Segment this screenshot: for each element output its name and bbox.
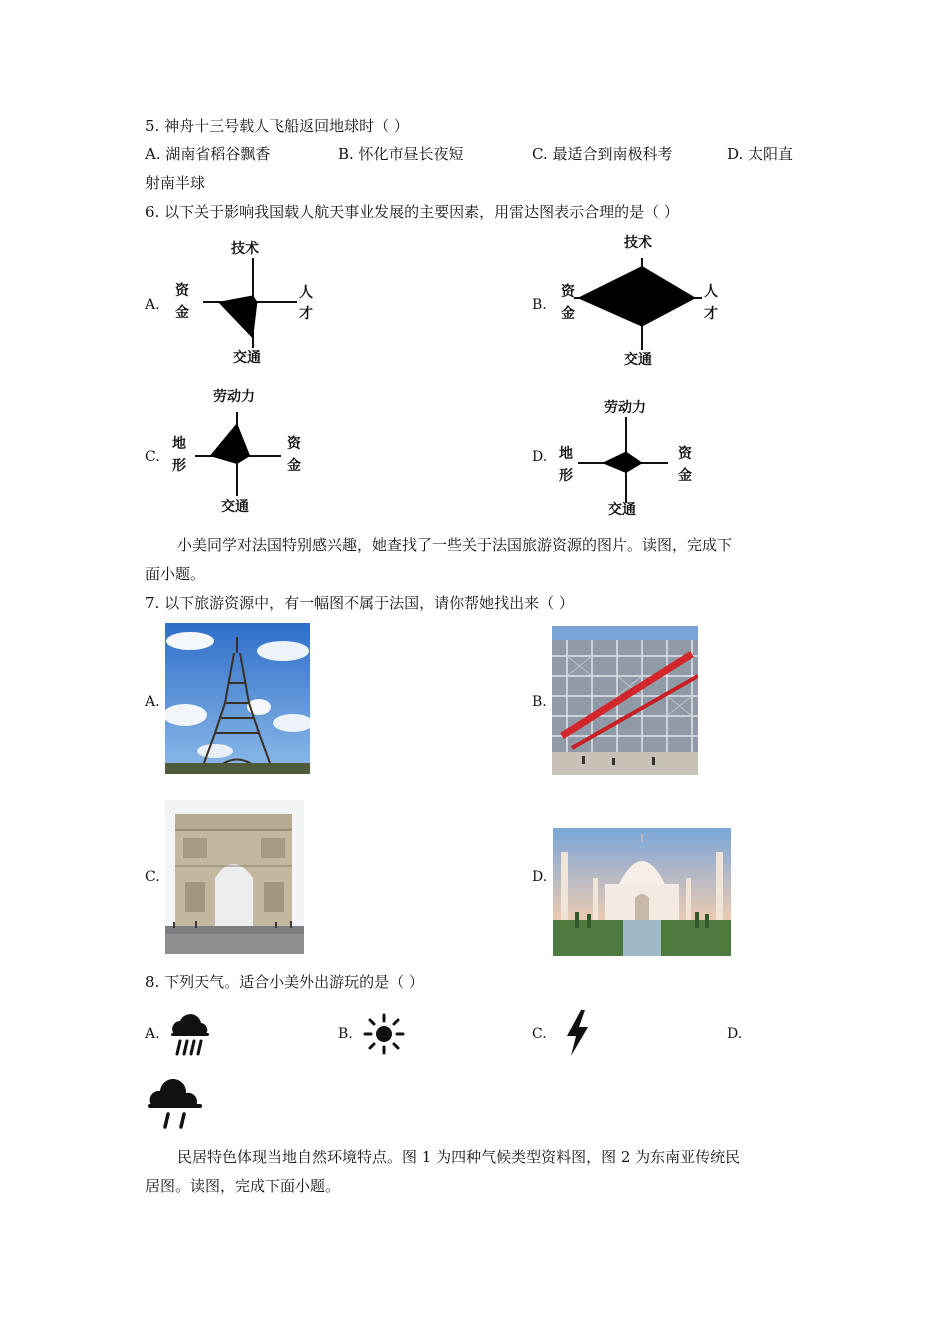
thunder-icon xyxy=(562,1009,592,1057)
intro-paragraph-1-line-2: 面小题。 xyxy=(145,565,206,583)
axis-left-label-1: 地 xyxy=(559,446,573,462)
arc-de-triomphe-photo xyxy=(165,800,304,954)
axis-top-label: 技术 xyxy=(624,235,652,251)
axis-right-label-1: 人 xyxy=(299,285,313,301)
q8-option-a-label: A. xyxy=(145,1026,160,1042)
radar-chart-c xyxy=(165,386,325,522)
radar-chart-a xyxy=(165,238,325,373)
radar-chart-b xyxy=(552,232,732,374)
axis-right-label-1: 资 xyxy=(678,446,692,462)
radar-shape xyxy=(602,452,643,474)
intro-paragraph-1-line-1: 小美同学对法国特别感兴趣，她查找了一些关于法国旅游资源的图片。读图，完成下 xyxy=(177,536,733,554)
axis-left-label-2: 形 xyxy=(559,468,573,484)
radar-chart-d xyxy=(552,397,712,523)
heavy-rain-icon xyxy=(166,1010,214,1058)
axis-left-label-1: 资 xyxy=(561,284,575,300)
axis-right-label-2: 才 xyxy=(704,306,718,322)
radar-shape xyxy=(210,423,251,464)
axis-right-label-1: 人 xyxy=(704,284,718,300)
axis-top-label: 劳动力 xyxy=(604,400,646,416)
q6-option-c-label: C. xyxy=(145,449,160,465)
intro-paragraph-2-line-2: 居图。读图，完成下面小题。 xyxy=(145,1177,341,1195)
q5-option-d: D. 太阳直 xyxy=(727,145,794,163)
q8-option-b-label: B. xyxy=(338,1026,353,1042)
eiffel-tower-photo xyxy=(165,623,310,774)
q7-option-b-label: B. xyxy=(532,694,547,710)
q5-option-a: A. 湖南省稻谷飘香 xyxy=(145,145,271,163)
axis-left-label-1: 资 xyxy=(175,283,189,299)
q6-option-a-label: A. xyxy=(145,297,160,313)
radar-shape xyxy=(218,295,257,338)
light-rain-icon xyxy=(146,1076,204,1130)
q5-option-c: C. 最适合到南极科考 xyxy=(532,145,673,163)
axis-bottom-label: 交通 xyxy=(624,352,652,368)
axis-bottom-label: 交通 xyxy=(221,499,249,515)
axis-right-label-1: 资 xyxy=(287,436,301,452)
radar-shape xyxy=(577,266,696,327)
q7-option-d-label: D. xyxy=(532,869,548,885)
q6-stem: 6. 以下关于影响我国载人航天事业发展的主要因素，用雷达图表示合理的是（ ） xyxy=(145,203,679,221)
axis-right-label-2: 才 xyxy=(299,306,313,322)
axis-right-label-2: 金 xyxy=(287,458,301,474)
taj-mahal-photo xyxy=(553,828,731,956)
intro-paragraph-2-line-1: 民居特色体现当地自然环境特点。图 1 为四种气候类型资料图，图 2 为东南亚传统民 xyxy=(177,1148,741,1166)
q8-option-c-label: C. xyxy=(532,1026,547,1042)
q5-option-d-continuation: 射南半球 xyxy=(145,174,206,192)
q6-option-d-label: D. xyxy=(532,449,548,465)
axis-top-label: 技术 xyxy=(231,241,259,257)
q7-stem: 7. 以下旅游资源中，有一幅图不属于法国，请你帮她找出来（ ） xyxy=(145,594,574,612)
axis-bottom-label: 交通 xyxy=(233,350,261,366)
sunny-icon xyxy=(362,1012,406,1056)
q6-option-b-label: B. xyxy=(532,297,547,313)
axis-bottom-label: 交通 xyxy=(608,502,636,518)
q8-stem: 8. 下列天气。适合小美外出游玩的是（ ） xyxy=(145,973,424,991)
axis-left-label-1: 地 xyxy=(172,436,186,452)
axis-left-label-2: 金 xyxy=(561,306,575,322)
q8-option-d-label: D. xyxy=(727,1026,743,1042)
axis-right-label-2: 金 xyxy=(678,468,692,484)
axis-top-label: 劳动力 xyxy=(213,389,255,405)
q5-stem: 5. 神舟十三号载人飞船返回地球时（ ） xyxy=(145,117,409,135)
axis-left-label-2: 金 xyxy=(175,305,189,321)
q7-option-a-label: A. xyxy=(145,694,160,710)
pompidou-centre-photo xyxy=(552,626,698,775)
q7-option-c-label: C. xyxy=(145,869,160,885)
q5-option-b: B. 怀化市昼长夜短 xyxy=(338,145,464,163)
axis-left-label-2: 形 xyxy=(172,458,186,474)
